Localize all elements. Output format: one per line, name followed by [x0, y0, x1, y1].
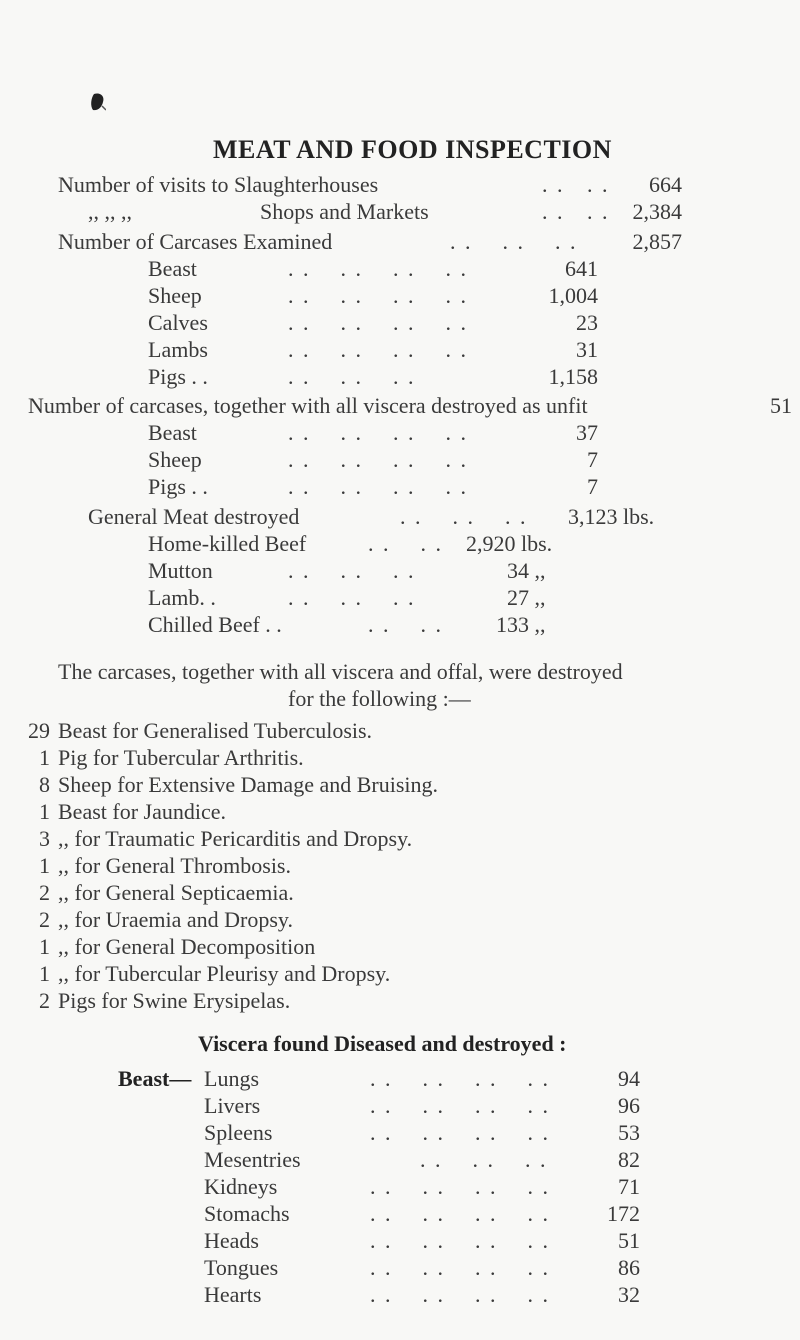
destroyed-unfit-label: Number of carcases, together with all viscera destroyed as unfit	[28, 393, 588, 418]
reasons-intro-cont: for the following :—	[288, 686, 471, 711]
leader-dots: . . . . . . . .	[370, 1282, 550, 1307]
list-value: 31	[576, 337, 598, 362]
reason-count: 29	[28, 718, 50, 743]
leader-dots: . . . . . . . .	[370, 1228, 550, 1253]
list-item: Spleens	[204, 1120, 273, 1145]
list-value: 2,920 lbs.	[466, 531, 553, 556]
list-value: 53	[618, 1120, 640, 1145]
leader-dots: . . . .	[368, 531, 443, 556]
list-item: Sheep	[148, 447, 202, 472]
leader-dots: . . . . . .	[288, 364, 416, 389]
shops-label: Shops and Markets	[260, 199, 429, 224]
visits-label: Number of visits to Slaughterhouses	[58, 172, 379, 197]
list-item: Heads	[204, 1228, 259, 1253]
reason-count: 2	[39, 880, 50, 905]
list-value: 96	[618, 1093, 640, 1118]
list-value: 7	[587, 447, 598, 472]
reason-count: 3	[39, 826, 50, 851]
reason-text: Pigs for Swine Erysipelas.	[58, 988, 291, 1013]
reason-text: ,, for General Decomposition	[58, 934, 316, 959]
list-value: 71	[618, 1174, 640, 1199]
leader-dots: . . . . . . . .	[370, 1066, 550, 1091]
reason-count: 1	[39, 853, 50, 878]
leader-dots: . . . . . .	[288, 558, 416, 583]
leader-dots: . . . . . .	[450, 229, 578, 254]
list-item: Lungs	[204, 1066, 259, 1091]
list-item: Pigs . .	[148, 474, 208, 499]
carcases-examined-total: 2,857	[632, 229, 682, 254]
animal-label-beast: Beast—	[118, 1066, 192, 1091]
list-item: Mutton	[148, 558, 213, 583]
reason-count: 8	[39, 772, 50, 797]
leader-dots: . . . .	[368, 612, 443, 637]
list-value: 51	[618, 1228, 640, 1253]
list-item: Stomachs	[204, 1201, 290, 1226]
reason-text: Beast for Generalised Tuberculosis.	[58, 718, 373, 743]
reason-text: ,, for Uraemia and Dropsy.	[58, 907, 293, 932]
reason-text: ,, for General Thrombosis.	[58, 853, 291, 878]
general-meat-total: 3,123 lbs.	[568, 504, 655, 529]
list-item: Lambs	[148, 337, 208, 362]
reason-text: Pig for Tubercular Arthritis.	[58, 745, 304, 770]
shops-value: 2,384	[632, 199, 682, 224]
reason-text: Beast for Jaundice.	[58, 799, 226, 824]
list-item: Kidneys	[204, 1174, 278, 1199]
list-item: Home-killed Beef	[148, 531, 307, 556]
leader-dots: . . . . . . . .	[288, 283, 468, 308]
list-value: 172	[607, 1201, 640, 1226]
list-item: Beast	[148, 420, 197, 445]
reason-count: 2	[39, 907, 50, 932]
list-item: Sheep	[148, 283, 202, 308]
leader-dots: . . . . . . . .	[370, 1174, 550, 1199]
list-value: 133 ,,	[496, 612, 546, 637]
leader-dots: . . . . . . . .	[288, 256, 468, 281]
list-value: 7	[587, 474, 598, 499]
leader-dots: . . . . . . . .	[288, 474, 468, 499]
leader-dots: . . . . . .	[400, 504, 528, 529]
reason-text: ,, for Tubercular Pleurisy and Dropsy.	[58, 961, 391, 986]
visits-value: 664	[649, 172, 682, 197]
leader-dots: . . . .	[542, 199, 610, 224]
list-item: Livers	[204, 1093, 261, 1118]
list-item: Pigs . .	[148, 364, 208, 389]
reason-text: ,, for General Septicaemia.	[58, 880, 294, 905]
viscera-heading: Viscera found Diseased and destroyed :	[198, 1031, 567, 1056]
list-item: Lamb. .	[148, 585, 216, 610]
reason-count: 2	[39, 988, 50, 1013]
list-item: Calves	[148, 310, 208, 335]
list-value: 86	[618, 1255, 640, 1280]
leader-dots: . . . . . . . .	[288, 447, 468, 472]
leader-dots: . . . . . . . .	[370, 1255, 550, 1280]
leader-dots: . . . . . . . .	[288, 337, 468, 362]
reason-count: 1	[39, 961, 50, 986]
list-value: 34 ,,	[507, 558, 546, 583]
list-value: 27 ,,	[507, 585, 546, 610]
general-meat-label: General Meat destroyed	[88, 504, 300, 529]
leader-dots: . . . .	[542, 172, 610, 197]
leader-dots: . . . . . .	[288, 585, 416, 610]
leader-dots: . . . . . . . .	[370, 1093, 550, 1118]
list-value: 82	[618, 1147, 640, 1172]
list-item: Chilled Beef . .	[148, 612, 282, 637]
list-item: Beast	[148, 256, 197, 281]
reason-text: Sheep for Extensive Damage and Bruising.	[58, 772, 439, 797]
list-item: Hearts	[204, 1282, 262, 1307]
list-value: 1,158	[548, 364, 598, 389]
ditto-marks: ,, ,, ,,	[88, 199, 132, 224]
leader-dots: . . . . . . . .	[370, 1120, 550, 1145]
list-value: 32	[618, 1282, 640, 1307]
carcases-examined-label: Number of Carcases Examined	[58, 229, 333, 254]
list-value: 37	[576, 420, 598, 445]
list-item: Mesentries	[204, 1147, 301, 1172]
leader-dots: . . . . . . . .	[288, 420, 468, 445]
reason-text: ,, for Traumatic Pericarditis and Dropsy.	[58, 826, 413, 851]
list-value: 641	[565, 256, 598, 281]
list-value: 1,004	[548, 283, 598, 308]
reasons-intro: The carcases, together with all viscera and offal, were destroyed	[58, 659, 623, 684]
leader-dots: . . . . . .	[420, 1147, 548, 1172]
list-item: Tongues	[204, 1255, 279, 1280]
list-value: 23	[576, 310, 598, 335]
leader-dots: . . . . . . . .	[288, 310, 468, 335]
reason-count: 1	[39, 934, 50, 959]
page-title: MEAT AND FOOD INSPECTION	[213, 135, 612, 164]
ink-blot-mark	[90, 92, 106, 112]
reason-count: 1	[39, 799, 50, 824]
leader-dots: . . . . . . . .	[370, 1201, 550, 1226]
reason-count: 1	[39, 745, 50, 770]
list-value: 94	[618, 1066, 640, 1091]
destroyed-unfit-total: 51	[770, 393, 792, 418]
